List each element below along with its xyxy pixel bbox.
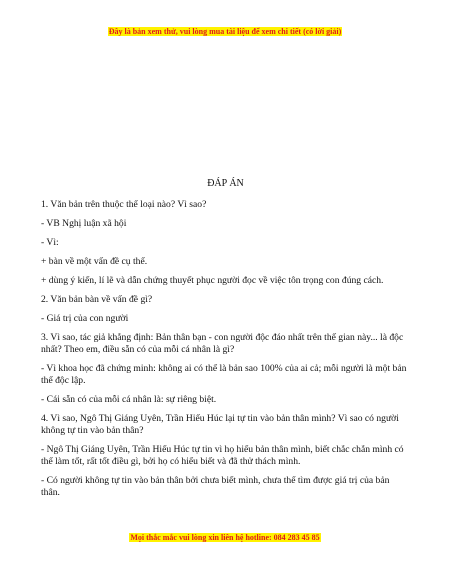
preview-notice-text: Đây là bản xem thử, vui lòng mua tài liệu để xem chi tiết (có lời giải) xyxy=(108,27,342,36)
question-3: 3. Vì sao, tác giả khẳng định: Bản thân bạn - con người độc đáo nhất trên thế gian này... là độc nhất? Theo em, điều sẵn có của mỗi cá nhân là gì? xyxy=(41,332,404,355)
answer-4-not-confident: - Có người không tự tin vào bản thân bởi chưa biết mình, chưa thể tìm được giá trị của bản thân. xyxy=(41,475,390,498)
question-2: 2. Văn bản bàn về vấn đề gì? xyxy=(41,294,153,305)
question-1: 1. Văn bản trên thuộc thể loại nào? Vì sao? xyxy=(41,199,207,210)
answer-1-genre: - VB Nghị luận xã hội xyxy=(41,218,127,229)
answer-1-reason-a: + bàn về một vấn đề cụ thể. xyxy=(41,256,148,267)
answer-1-reason-b: + dùng ý kiến, lí lẽ và dẫn chứng thuyết phục người đọc về việc tôn trọng con đúng cách. xyxy=(41,275,384,286)
hotline-notice-text: Mọi thắc mắc vui lòng xin liên hệ hotline: 084 283 45 85 xyxy=(130,533,320,542)
answer-4-confident: - Ngô Thị Giáng Uyên, Trần Hiếu Húc tự tin vì họ hiểu bản thân mình, biết chắc chắn mình có thể làm tốt, rất tốt điều gì, bởi họ có hiểu biết và đã thử thách mình. xyxy=(41,444,404,467)
answer-section xyxy=(41,178,410,506)
answer-2: - Giá trị của con người xyxy=(41,313,129,324)
hotline-notice-banner xyxy=(0,533,450,542)
question-4: 4. Vì sao, Ngô Thị Giáng Uyên, Trần Hiếu Húc lại tự tin vào bản thân mình? Vì sao có người không tự tin vào bản thân? xyxy=(41,413,399,436)
preview-notice-banner xyxy=(0,27,450,36)
section-title: ĐÁP ÁN xyxy=(207,178,244,189)
answer-3-innate: - Cái sẵn có của mỗi cá nhân là: sự riêng biệt. xyxy=(41,394,217,405)
answer-1-reason-label: - Vì: xyxy=(41,237,59,248)
answer-3-reason: - Vì khoa học đã chứng minh: không ai có thể là bản sao 100% của ai cả; mỗi người là một bản thể độc lập. xyxy=(41,363,407,386)
